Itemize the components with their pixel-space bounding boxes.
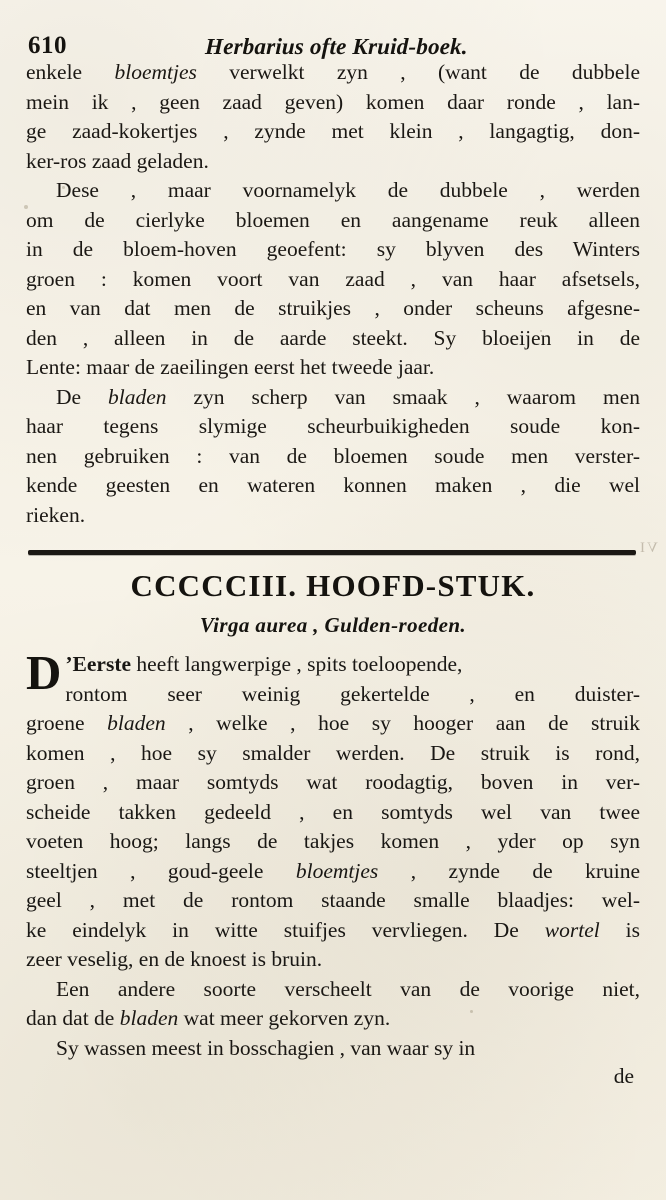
text-line: in de bloem-hoven geoefent: sy blyven des Winters bbox=[26, 237, 640, 261]
italic-term: bloemtjes bbox=[114, 60, 197, 84]
chapter-body-continued bbox=[26, 975, 640, 1064]
text-line: dan dat de bladen wat meer gekorven zyn. bbox=[26, 1006, 391, 1031]
paragraph-second-species bbox=[26, 975, 640, 1034]
text-line: nen gebruiken : van de bloemen soude men verster- bbox=[26, 443, 640, 468]
text-line: heeft langwerpige , spits toeloopende, bbox=[131, 652, 463, 677]
text-line: kende geesten en wateren konnen maken , die wel bbox=[26, 473, 640, 497]
text-line: mein ik , geen zaad geven) komen daar ronde , lan- bbox=[26, 89, 640, 114]
text-line: Sy wassen meest in bosschagien , van waar sy in bbox=[56, 1035, 476, 1060]
text-line: enkele bloemtjes verwelkt zyn , (want de dubbele bbox=[26, 60, 640, 84]
italic-term: bladen bbox=[119, 1006, 179, 1031]
text-line: steeltjen , goud-geele bloemtjes , zynde de kruine bbox=[26, 858, 640, 883]
text-line: voeten hoog; langs de takjes komen , yder op syn bbox=[26, 829, 640, 854]
italic-term: bloemtjes bbox=[295, 858, 379, 883]
paragraph-cultivation bbox=[26, 176, 640, 383]
italic-term: wortel bbox=[544, 917, 600, 942]
paragraph-medicinal-use bbox=[26, 383, 640, 531]
section-continuation bbox=[26, 58, 640, 530]
text-line: Lente: maar de zaeilingen eerst het tweede jaar. bbox=[26, 355, 435, 379]
paragraph-seed-pods bbox=[26, 58, 640, 176]
text-line: De bladen zyn scherp van smaak , waarom men bbox=[56, 384, 640, 409]
running-title: Herbarius ofte Kruid-boek. bbox=[204, 34, 469, 59]
showthrough-text: VI bbox=[638, 540, 658, 556]
text-line: groen , maar somtyds wat roodagtig, boven in ver- bbox=[26, 770, 640, 795]
text-line: haar tegens slymige scheurbuikigheden soude kon- bbox=[26, 414, 640, 438]
text-line: en van dat men de struikjes , onder scheuns afgesne- bbox=[26, 296, 640, 320]
paragraph-habitat bbox=[26, 1034, 640, 1064]
text-line: scheide takken gedeeld , en somtyds wel van twee bbox=[26, 799, 640, 824]
text-line: groen : komen voort van zaad , van haar afsetsels, bbox=[26, 266, 640, 291]
text-line: ke eindelyk in witte stuifjes vervliegen. De wortel is bbox=[26, 917, 640, 942]
text-line: om de cierlyke bloemen en aangename reuk alleen bbox=[26, 207, 640, 232]
drop-cap: D bbox=[26, 645, 62, 701]
text-line: rontom seer weinig gekertelde , en duister- bbox=[65, 681, 640, 706]
italic-term: bladen bbox=[107, 711, 166, 736]
page-number: 610 bbox=[28, 32, 67, 59]
chapter-heading: CCCCCIII. HOOFD-STUK. bbox=[130, 568, 536, 603]
text-line: komen , hoe sy smalder werden. De struik is rond, bbox=[26, 740, 640, 765]
text-line: Dese , maar voornamelyk de dubbele , werden bbox=[56, 178, 640, 202]
text-line: groene bladen , welke , hoe sy hooger aan de struik bbox=[26, 711, 640, 736]
section-divider bbox=[28, 550, 636, 555]
opening-word: ’Eerste bbox=[65, 652, 132, 677]
chapter-body bbox=[26, 645, 640, 975]
text-line: rieken. bbox=[26, 502, 86, 527]
text-line: geel , met de rontom staande smalle blaadjes: wel- bbox=[26, 888, 640, 913]
chapter-subheading: Virga aurea , Gulden-roeden. bbox=[199, 613, 467, 638]
text-line: den , alleen in de aarde steekt. Sy bloeijen in de bbox=[26, 325, 640, 350]
catchword: de bbox=[613, 1064, 634, 1089]
text-line: Een andere soorte verscheelt van de voorige niet, bbox=[56, 976, 640, 1001]
text-line: ge zaad-kokertjes , zynde met klein , langagtig, don- bbox=[26, 119, 640, 143]
text-line: ker-ros zaad geladen. bbox=[26, 148, 209, 173]
text-line: zeer veselig, en de knoest is bruin. bbox=[26, 947, 323, 972]
running-head bbox=[26, 18, 640, 58]
italic-term: bladen bbox=[108, 384, 167, 409]
